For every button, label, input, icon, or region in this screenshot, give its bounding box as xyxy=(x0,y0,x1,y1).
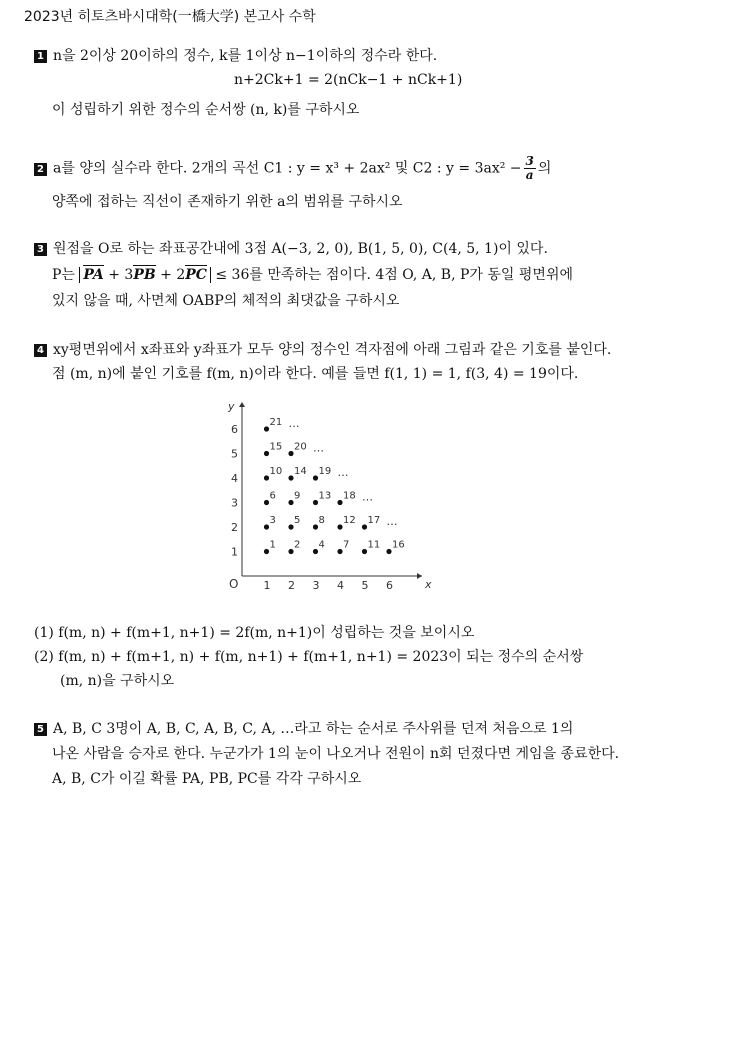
problem-5-line3: A, B, C가 이길 확률 PA, PB, PC를 각각 구하시오 xyxy=(52,771,362,787)
lattice-point xyxy=(386,549,391,554)
lattice-point-label: 4 xyxy=(318,539,325,551)
lattice-point xyxy=(313,500,318,505)
problem-2-line2: 양쪽에 접하는 직선이 존재하기 위한 a의 범위를 구하시오 xyxy=(52,194,403,210)
lattice-point-label: 16 xyxy=(392,539,405,551)
lattice-point-label: 8 xyxy=(318,515,325,526)
vector-norm: PA + 3PB + 2PC xyxy=(79,267,211,283)
lattice-point-label: 11 xyxy=(367,539,381,551)
lattice-point-label: 18 xyxy=(343,490,356,502)
problem-number-3: 3 xyxy=(34,243,47,256)
lattice-point xyxy=(337,500,342,505)
lattice-point xyxy=(362,524,367,529)
lattice-point xyxy=(264,475,269,480)
y-axis-arrow xyxy=(239,402,245,407)
lattice-point xyxy=(313,475,318,480)
lattice-point xyxy=(288,524,293,529)
row-ellipsis: … xyxy=(337,466,349,479)
lattice-point xyxy=(313,524,318,529)
problem-4-sub2: (2) f(m, n) + f(m+1, n) + f(m, n+1) + f(m+1, n+1) = 2023이 되는 정수의 순서쌍 xyxy=(34,649,584,665)
x-tick-label: 3 xyxy=(312,579,320,592)
lattice-point xyxy=(362,549,367,554)
y-tick-label: 6 xyxy=(231,423,238,436)
x-axis-arrow xyxy=(417,573,422,579)
row-ellipsis: … xyxy=(386,515,398,528)
lattice-point-label: 9 xyxy=(294,490,301,502)
problem-2-line1: 2 a를 양의 실수라 한다. 2개의 곡선 C1 : y = x³ + 2ax² 및 C2 : y = 3ax² − $\frac{3}{a}$ 의 xyxy=(34,155,551,182)
x-tick-label: 6 xyxy=(386,579,393,592)
y-tick-label: 1 xyxy=(231,545,238,559)
lattice-point-label: 20 xyxy=(294,441,307,453)
lattice-point-label: 3 xyxy=(269,515,276,526)
lattice-point xyxy=(264,549,269,554)
problem-4-sub1: (1) f(m, n) + f(m+1, n+1) = 2f(m, n+1)이 성립하는 것을 보이시오 xyxy=(34,625,475,641)
y-axis-label: y xyxy=(228,400,235,413)
x-tick-label: 1 xyxy=(263,579,271,592)
problem-1-line2: 이 성립하기 위한 정수의 순서쌍 (n, k)를 구하시오 xyxy=(52,102,360,118)
problem-number-2: 2 xyxy=(34,163,47,176)
lattice-point xyxy=(288,549,293,554)
lattice-point xyxy=(264,426,269,431)
lattice-point-label: 21 xyxy=(269,417,283,428)
lattice-point xyxy=(288,475,293,480)
y-tick-label: 3 xyxy=(231,496,238,510)
lattice-point-label: 10 xyxy=(269,466,283,477)
lattice-point xyxy=(264,524,269,529)
lattice-point xyxy=(313,549,318,554)
x-tick-label: 5 xyxy=(361,579,369,592)
lattice-point xyxy=(264,451,269,456)
lattice-point xyxy=(337,549,342,554)
problem-4-sub2b: (m, n)을 구하시오 xyxy=(60,673,175,689)
y-tick-label: 5 xyxy=(231,447,238,461)
problem-5-line2: 나온 사람을 승자로 한다. 누군가가 1의 눈이 나오거나 전원이 n회 던졌다면 게임을 종료한다. xyxy=(52,746,620,762)
page-title: 2023년 히토츠바시대학(一橋大学) 본고사 수학 xyxy=(24,9,316,25)
problem-3-line1: 3 원점을 O로 하는 좌표공간내에 3점 A(−3, 2, 0), B(1, 5, 0), C(4, 5, 1)이 있다. xyxy=(34,238,548,258)
x-tick-label: 4 xyxy=(337,579,344,592)
x-tick-label: 2 xyxy=(288,579,295,592)
problem-3-line2: P는 PA + 3PB + 2PC ≤ 36를 만족하는 점이다. 4점 O, A, B, P가 동일 평면위에 xyxy=(52,267,573,283)
problem-1-formula: n+2Ck+1 = 2(nCk−1 + nCk+1) xyxy=(234,72,463,88)
lattice-point-label: 2 xyxy=(294,539,301,551)
problem-number-4: 4 xyxy=(34,344,47,357)
problem-number-5: 5 xyxy=(34,723,47,736)
fraction-3-over-a: $\frac{3}{a}$ xyxy=(525,154,534,182)
lattice-point-label: 7 xyxy=(343,539,350,551)
lattice-point xyxy=(337,524,342,529)
lattice-point-label: 5 xyxy=(294,515,301,526)
lattice-point-label: 17 xyxy=(367,515,381,526)
y-tick-label: 4 xyxy=(231,472,238,485)
lattice-point-label: 12 xyxy=(343,515,356,526)
origin-label: O xyxy=(229,577,239,591)
y-tick-label: 2 xyxy=(231,521,238,534)
lattice-point-label: 15 xyxy=(269,441,283,453)
lattice-point-label: 19 xyxy=(318,466,332,477)
problem-4-line1: 4 xy평면위에서 x좌표와 y좌표가 모두 양의 정수인 격자점에 아래 그림과 같은 기호를 붙인다. xyxy=(34,339,611,359)
lattice-point xyxy=(264,500,269,505)
problem-5-line1: 5 A, B, C 3명이 A, B, C, A, B, C, A, …라고 하는 순서로 주사위를 던져 처음으로 1의 xyxy=(34,718,573,738)
lattice-point-label: 6 xyxy=(269,490,276,502)
lattice-point-label: 14 xyxy=(294,466,307,477)
problem-number-1: 1 xyxy=(34,50,47,63)
lattice-point xyxy=(288,500,293,505)
row-ellipsis: … xyxy=(288,417,300,430)
x-axis-label: x xyxy=(425,578,432,591)
problem-4-line2: 점 (m, n)에 붙인 기호를 f(m, n)이라 한다. 예를 들면 f(1, 1) = 1, f(3, 4) = 19이다. xyxy=(52,366,579,382)
lattice-point-label: 13 xyxy=(318,490,332,502)
problem-3-line3: 있지 않을 때, 사면체 OABP의 체적의 최댓값을 구하시오 xyxy=(52,293,400,309)
row-ellipsis: … xyxy=(313,441,324,455)
lattice-diagram xyxy=(222,396,432,596)
row-ellipsis: … xyxy=(362,490,373,504)
problem-1-line1: 1 n을 2이상 20이하의 정수, k를 1이상 n−1이하의 정수라 한다. xyxy=(34,45,437,65)
lattice-point-label: 1 xyxy=(269,539,276,551)
lattice-point xyxy=(288,451,293,456)
